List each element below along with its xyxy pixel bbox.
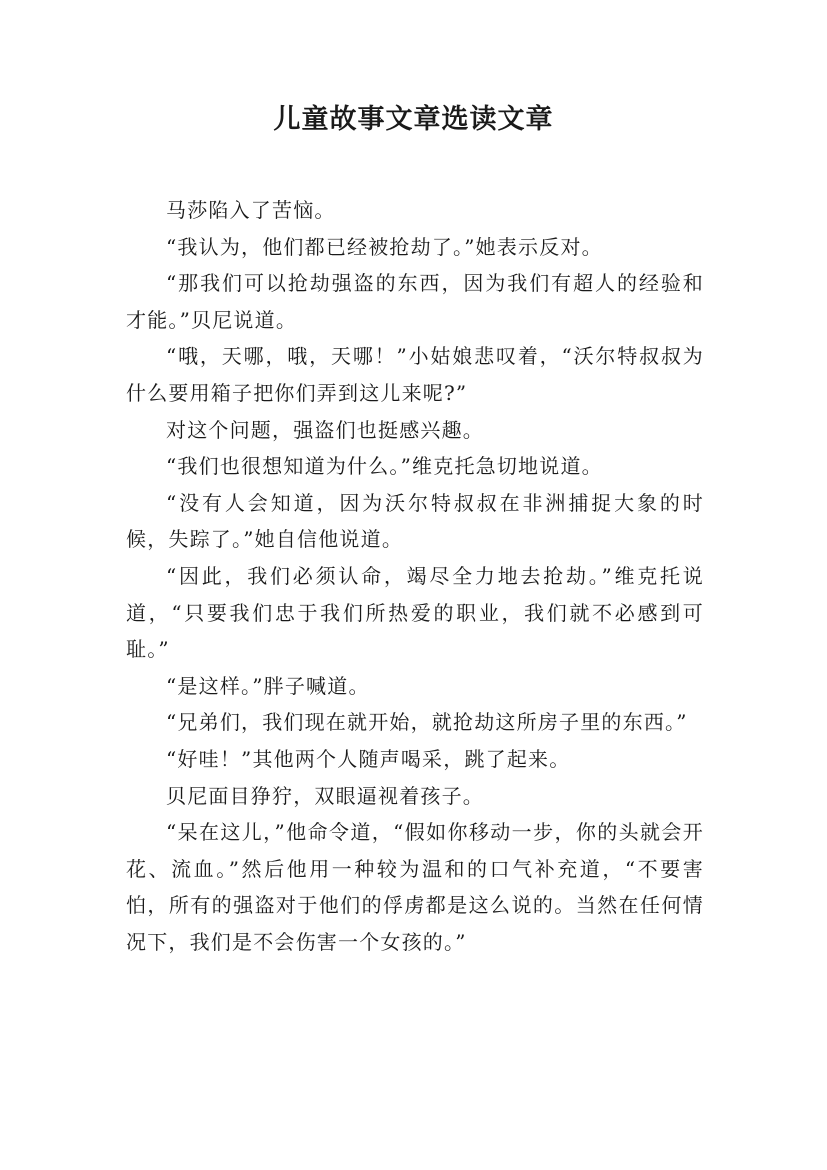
paragraph: 对这个问题，强盗们也挺感兴趣。	[166, 417, 484, 442]
paragraph: “因此，我们必须认命，竭尽全力地去抢劫。”维克托说道，“只要我们忠于我们所热爱的职业，我们就不必感到可耻。”	[126, 563, 704, 662]
document-body	[126, 192, 704, 960]
paragraph: “那我们可以抢劫强盗的东西，因为我们有超人的经验和才能。”贝尼说道。	[126, 271, 704, 332]
paragraph: “没有人会知道，因为沃尔特叔叔在非洲捕捉大象的时候，失踪了。”她自信他说道。	[126, 490, 704, 552]
paragraph: “呆在这儿，”他命令道，“假如你移动一步，你的头就会开花、流血。”然后他用一种较为温和的口气补充道，“不要害怕，所有的强盗对于他们的俘虏都是这么说的。当然在任何情况下，我们是不会伤害一个女孩的。”	[126, 820, 704, 954]
paragraph: “是这样。”胖子喊道。	[166, 673, 370, 698]
paragraph: “我认为，他们都已经被抢劫了。”她表示反对。	[166, 234, 603, 259]
paragraph: “我们也很想知道为什么。”维克托急切地说道。	[166, 454, 603, 479]
paragraph: “兄弟们，我们现在就开始，就抢劫这所房子里的东西。”	[166, 710, 688, 735]
paragraph: 贝尼面目狰狞，双眼逼视着孩子。	[166, 783, 484, 808]
document-title: 儿童故事文章选读文章	[273, 104, 554, 135]
paragraph: 马莎陷入了苦恼。	[166, 198, 336, 222]
paragraph: “好哇！”其他两个人随声喝采，跳了起来。	[166, 746, 571, 771]
paragraph: “哦，天哪，哦，天哪！”小姑娘悲叹着，“沃尔特叔叔为什么要用箱子把你们弄到这儿来呢?”	[126, 344, 704, 405]
